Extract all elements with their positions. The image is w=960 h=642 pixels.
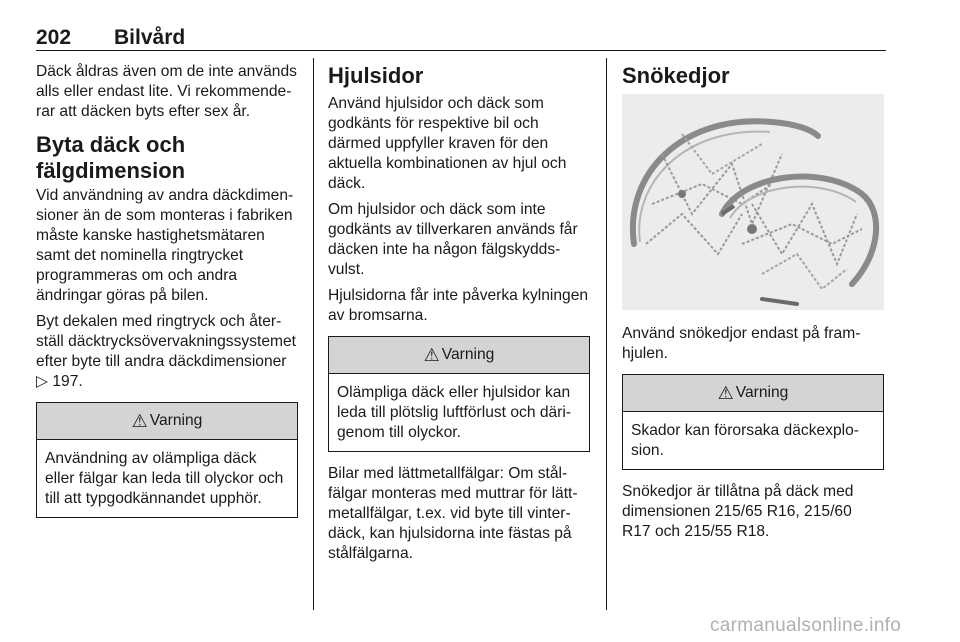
- column-3: [622, 62, 884, 548]
- warning-header-3: [623, 375, 883, 412]
- column-divider-2: [606, 58, 607, 610]
- page-header: [36, 26, 886, 48]
- tpms-paragraph: [36, 312, 298, 392]
- warning-text-1: Användning av olämpliga däck eller fälgar kan leda till olyckor och till att typgodkännandet upphör.: [45, 450, 284, 507]
- page-ref-icon[interactable]: ▷: [36, 373, 48, 390]
- page-number: 202: [36, 26, 72, 49]
- wheel-covers-paragraph-1: Använd hjulsidor och däck som godkänts för respektive bil och därmed uppfyller kraven för den aktuella kombinationen av hjul och däck.: [328, 95, 567, 192]
- warning-box-2: [328, 336, 590, 452]
- warning-text-2: Olämpliga däck eller hjulsidor kan leda till plötslig luftförlust och därigenom till olyckor.: [337, 384, 572, 441]
- column-2: [328, 62, 590, 570]
- warning-box-1: [36, 402, 298, 518]
- warning-title-2: Varning: [441, 346, 495, 363]
- snow-chains-paragraph-1: Använd snökedjor endast på framhjulen.: [622, 325, 861, 362]
- warning-box-3: [622, 374, 884, 470]
- warning-title-1: Varning: [149, 412, 203, 429]
- warning-text-3: Skador kan förorsaka däckexplosion.: [631, 422, 859, 459]
- warning-header-2: [329, 337, 589, 374]
- tpms-text: Byt dekalen med ringtryck och återställ däcktrycksövervakningssystemet efter byte till andra däckdimensioner: [36, 313, 296, 370]
- snow-chains-illustration: [622, 94, 884, 310]
- section-heading-wheel-covers: Hjulsidor: [328, 63, 424, 88]
- tire-aging-paragraph: Däck åldras även om de inte används alls eller endast lite. Vi rekommenderar att däcken byts efter sex år.: [36, 63, 297, 120]
- column-divider-1: [313, 58, 314, 610]
- page-ref-number: 197.: [52, 373, 83, 390]
- warning-triangle-icon: ⚠: [423, 345, 440, 365]
- warning-triangle-icon: ⚠: [717, 383, 734, 403]
- header-rule: [36, 50, 886, 51]
- dimension-change-paragraph: Vid användning av andra däckdimensioner än de som monteras i fabriken måste kanske hastighetsmätaren samt det nominella ringtrycket programmeras om och andra ändringar göras på bilen.: [36, 187, 294, 304]
- wheel-covers-paragraph-3: Hjulsidorna får inte påverka kylningen av bromsarna.: [328, 287, 589, 324]
- wheel-covers-paragraph-2: Om hjulsidor och däck som inte godkänts av tillverkaren används får däcken inte ha någon fälgskyddsvulst.: [328, 201, 578, 278]
- watermark: carmanualsonline.info: [710, 615, 902, 636]
- section-heading-tire-change: Byta däck och fälgdimension: [36, 132, 186, 183]
- warning-title-3: Varning: [735, 384, 789, 401]
- chapter-title: Bilvård: [114, 26, 186, 49]
- section-heading-snow-chains: Snökedjor: [622, 63, 730, 88]
- warning-triangle-icon: ⚠: [131, 411, 148, 431]
- snow-chains-paragraph-2: Snökedjor är tillåtna på däck med dimensionen 215/65 R16, 215/60 R17 och 215/55 R18.: [622, 483, 854, 540]
- alloy-wheels-paragraph: Bilar med lättmetallfälgar: Om stålfälgar monteras med muttrar för lättmetallfälgar, t.ex. vid byte till vinterdäck, kan hjulsidorna inte fästas på stålfälgarna.: [328, 465, 578, 562]
- column-1: [36, 62, 298, 530]
- warning-header-1: [37, 403, 297, 440]
